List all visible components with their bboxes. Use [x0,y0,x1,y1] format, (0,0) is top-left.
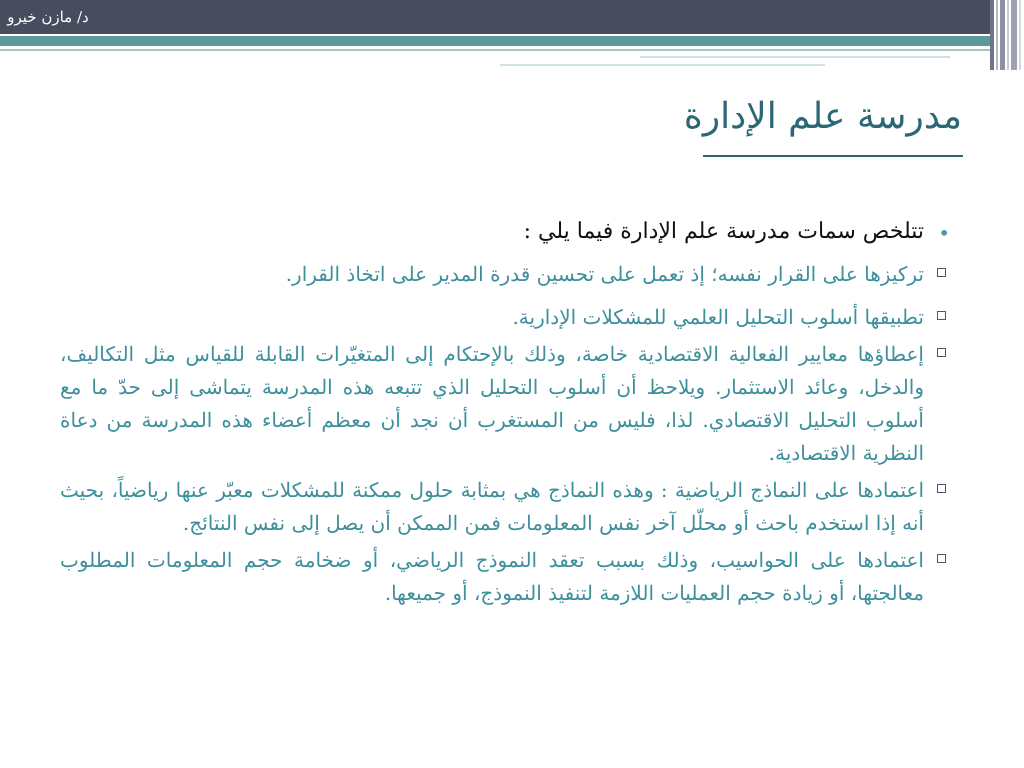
list-item [60,544,952,610]
header-rule-short [640,56,950,58]
list-item [60,301,952,334]
lead-text: تتلخص سمات مدرسة علم الإدارة فيما يلي : [523,219,924,244]
list-item-text: تركيزها على القرار نفسه؛ إذ تعمل على تحسين قدرة المدير على اتخاذ القرار. [285,262,924,286]
header-bar [0,0,990,34]
sub-bullet-list [60,258,952,610]
square-bullet-icon [937,268,946,277]
list-item [60,474,952,540]
header-rule-short [500,64,825,66]
list-item [60,338,952,470]
square-bullet-icon [937,484,946,493]
title-underline [703,155,963,157]
lead-bullet [60,216,952,248]
author-name: د/ مازن خيرو [7,8,89,26]
decorative-stripes [990,0,1024,70]
slide-body [60,216,952,610]
list-item-text: إعطاؤها معايير الفعالية الاقتصادية خاصة، وذلك بالإحتكام إلى المتغيّرات القابلة للقياس مثل التكاليف، والدخل، وعائد الاستثمار. ويلاحظ أن أسلوب التحليل الذي تتبعه هذه المدرسة يتماشى إلى حدّ ما مع أسلوب التحليل الاقتصادي. لذا، فليس من المستغرب أن نجد أن معظم أعضاء هذه المدرسة من دعاة النظرية الاقتصادية. [60,342,924,465]
list-item-text: اعتمادها على النماذج الرياضية : وهذه النماذج هي بمثابة حلول ممكنة للمشكلات معبّر عنها رياضياً، بحيث أنه إذا استخدم باحث أو محلّل آخر نفس المعلومات فمن الممكن أن يصل إلى نفس النتائج. [60,478,925,535]
square-bullet-icon [937,554,946,563]
header-accent-band [0,36,990,46]
slide-title: مدرسة علم الإدارة [683,96,962,137]
list-item-text: تطبيقها أسلوب التحليل العلمي للمشكلات الإدارية. [512,305,924,329]
bullet-dot-icon: • [938,221,950,245]
list-item-text: اعتمادها على الحواسيب، وذلك بسبب تعقد النموذج الرياضي، أو ضخامة حجم المعلومات المطلوب معالجتها، أو زيادة حجم العمليات اللازمة لتنفيذ النموذج، أو جميعها. [60,548,924,605]
list-item [60,258,952,291]
header-rule [0,49,990,51]
square-bullet-icon [937,348,946,357]
square-bullet-icon [937,311,946,320]
